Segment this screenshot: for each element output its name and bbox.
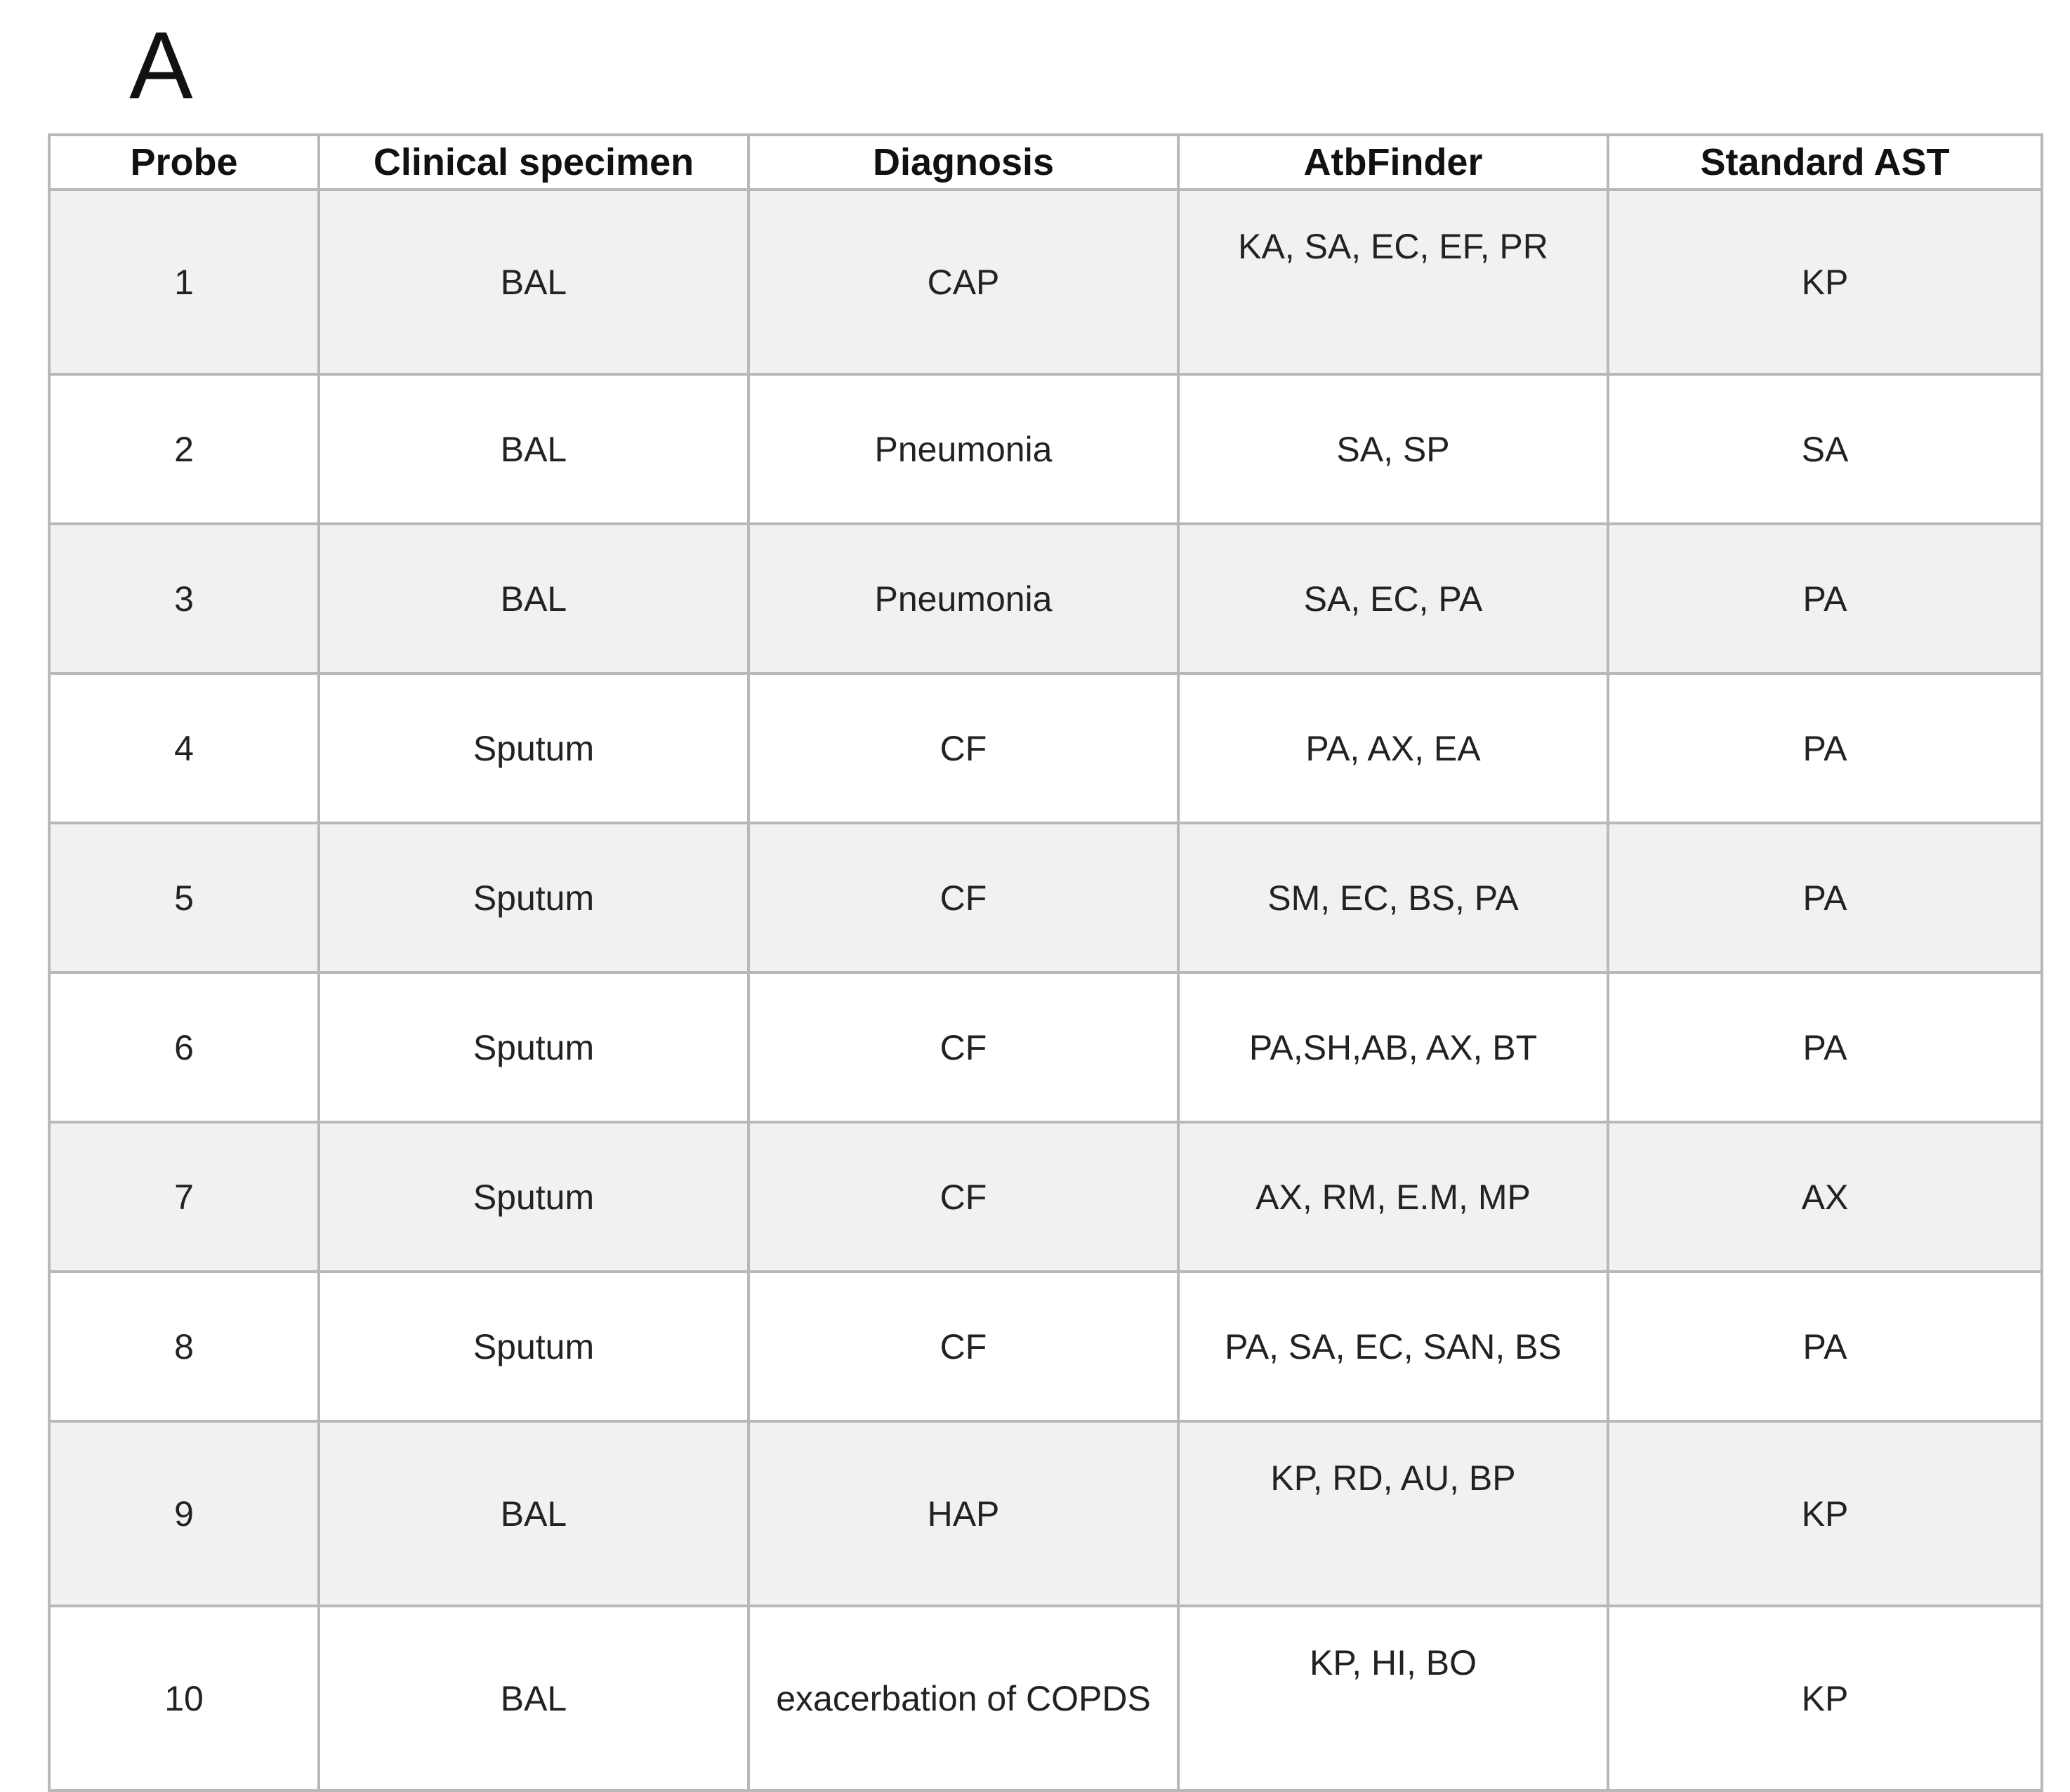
cell-diagnosis: HAP [749,1421,1178,1606]
table-row [49,673,2042,823]
header-atbfinder: AtbFinder [1178,135,1608,190]
cell-specimen: BAL [319,1606,749,1791]
table-row [49,190,2042,374]
cell-atbfinder: SA, SP [1178,374,1608,524]
cell-atbfinder: KP, RD, AU, BP [1178,1421,1608,1606]
cell-standard-ast: PA [1608,973,2042,1122]
table-header [49,135,2042,190]
cell-atbfinder: PA,SH,AB, AX, BT [1178,973,1608,1122]
cell-diagnosis: CF [749,1122,1178,1272]
cell-atbfinder: KP, HI, BO [1178,1606,1608,1791]
cell-probe: 8 [49,1272,319,1421]
header-row [49,135,2042,190]
header-probe: Probe [49,135,319,190]
cell-atbfinder: AX, RM, E.M, MP [1178,1122,1608,1272]
header-clinical-specimen: Clinical specimen [319,135,749,190]
cell-diagnosis: CF [749,823,1178,973]
table-body [49,190,2042,1791]
cell-specimen: BAL [319,374,749,524]
cell-probe: 4 [49,673,319,823]
cell-specimen: BAL [319,190,749,374]
cell-standard-ast: AX [1608,1122,2042,1272]
cell-standard-ast: PA [1608,524,2042,673]
cell-diagnosis: CF [749,673,1178,823]
results-table [48,133,2043,1792]
cell-standard-ast: PA [1608,823,2042,973]
table-row [49,524,2042,673]
cell-probe: 2 [49,374,319,524]
table-row [49,973,2042,1122]
cell-diagnosis: CAP [749,190,1178,374]
cell-atbfinder: PA, SA, EC, SAN, BS [1178,1272,1608,1421]
table-row [49,823,2042,973]
header-standard-ast: Standard AST [1608,135,2042,190]
cell-standard-ast: PA [1608,673,2042,823]
header-diagnosis: Diagnosis [749,135,1178,190]
cell-probe: 10 [49,1606,319,1791]
cell-specimen: BAL [319,524,749,673]
cell-diagnosis: CF [749,973,1178,1122]
cell-specimen: Sputum [319,673,749,823]
panel-label: A [129,12,193,119]
cell-probe: 7 [49,1122,319,1272]
cell-atbfinder: SA, EC, PA [1178,524,1608,673]
cell-diagnosis: Pneumonia [749,524,1178,673]
cell-specimen: Sputum [319,1122,749,1272]
cell-standard-ast: KP [1608,190,2042,374]
table-row [49,1122,2042,1272]
cell-standard-ast: KP [1608,1421,2042,1606]
cell-standard-ast: SA [1608,374,2042,524]
cell-diagnosis: exacerbation of COPDS [749,1606,1178,1791]
cell-standard-ast: PA [1608,1272,2042,1421]
cell-specimen: Sputum [319,823,749,973]
cell-probe: 9 [49,1421,319,1606]
cell-specimen: Sputum [319,1272,749,1421]
table-row [49,1421,2042,1606]
cell-atbfinder: PA, AX, EA [1178,673,1608,823]
cell-probe: 6 [49,973,319,1122]
table-row [49,374,2042,524]
cell-probe: 5 [49,823,319,973]
cell-atbfinder: KA, SA, EC, EF, PR [1178,190,1608,374]
cell-diagnosis: CF [749,1272,1178,1421]
cell-diagnosis: Pneumonia [749,374,1178,524]
table-row [49,1606,2042,1791]
cell-specimen: Sputum [319,973,749,1122]
cell-probe: 3 [49,524,319,673]
table-row [49,1272,2042,1421]
cell-specimen: BAL [319,1421,749,1606]
cell-probe: 1 [49,190,319,374]
cell-atbfinder: SM, EC, BS, PA [1178,823,1608,973]
cell-standard-ast: KP [1608,1606,2042,1791]
